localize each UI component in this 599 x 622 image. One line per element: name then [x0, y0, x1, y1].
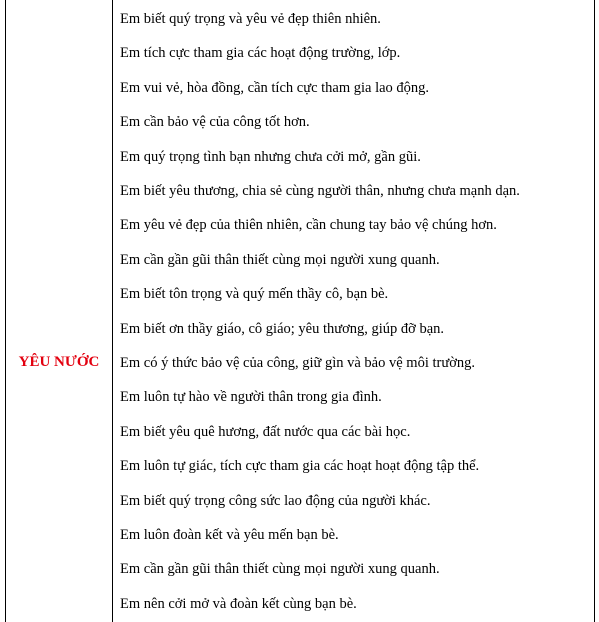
- comment-line: Em biết quý trọng công sức lao động của người khác.: [120, 492, 431, 509]
- comment-line: Em yêu vẻ đẹp của thiên nhiên, cần chung tay bảo vệ chúng hơn.: [120, 217, 497, 234]
- comment-line: Em quý trọng tình bạn nhưng chưa cởi mở, gần gũi.: [120, 148, 421, 165]
- comment-line: Em nên cởi mở và đoàn kết cùng bạn bè.: [120, 595, 357, 612]
- comments-table: [5, 0, 595, 622]
- comment-line: Em biết yêu quê hương, đất nước qua các bài học.: [120, 423, 411, 440]
- comment-line: Em biết yêu thương, chia sẻ cùng người thân, nhưng chưa mạnh dạn.: [120, 183, 520, 199]
- comment-line: Em biết ơn thầy giáo, cô giáo; yêu thương, giúp đỡ bạn.: [120, 320, 445, 337]
- comment-line: Em cần bảo vệ của công tốt hơn.: [120, 114, 310, 131]
- comment-line: Em biết quý trọng và yêu vẻ đẹp thiên nhiên.: [120, 11, 381, 27]
- comment-line: Em có ý thức bảo vệ của công, giữ gìn và bảo vệ môi trường.: [120, 355, 475, 371]
- category-label: YÊU NƯỚC: [18, 353, 100, 370]
- category-cell: [6, 0, 113, 622]
- comment-line: Em tích cực tham gia các hoạt động trường, lớp.: [120, 45, 401, 62]
- comment-line: Em luôn tự giác, tích cực tham gia các hoạt hoạt động tập thể.: [120, 458, 480, 475]
- comment-line: Em cần gần gũi thân thiết cùng mọi người xung quanh.: [120, 251, 440, 268]
- comment-line: Em cần gần gũi thân thiết cùng mọi người xung quanh.: [120, 561, 440, 578]
- comment-line: Em luôn đoàn kết và yêu mến bạn bè.: [120, 527, 339, 543]
- comment-line: Em biết tôn trọng và quý mến thầy cô, bạn bè.: [120, 286, 389, 303]
- comment-line: Em luôn tự hào về người thân trong gia đình.: [120, 389, 382, 406]
- comments-cell: [114, 0, 594, 622]
- comment-line: Em vui vẻ, hòa đồng, cần tích cực tham gia lao động.: [120, 79, 430, 96]
